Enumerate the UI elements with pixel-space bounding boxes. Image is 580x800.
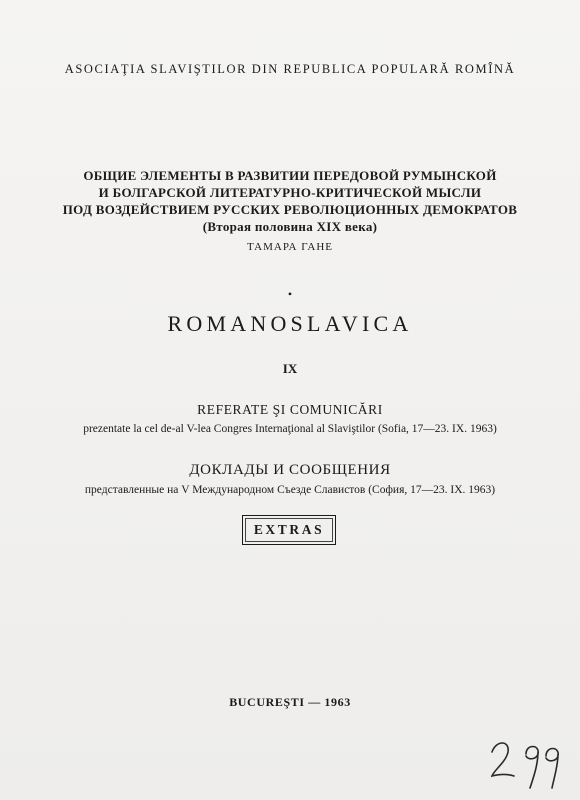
- separator-dot: •: [287, 287, 293, 301]
- doklady-heading: ДОКЛАДЫ И СООБЩЕНИЯ: [189, 462, 391, 478]
- volume-number: IX: [282, 361, 298, 376]
- article-title: [0, 167, 580, 235]
- extras-box: [242, 515, 336, 545]
- doklady-subtitle: представленные на V Международном Съезде Славистов (София, 17—23. IX. 1963): [84, 484, 496, 496]
- handwritten-note: [482, 730, 562, 790]
- series-title: ROMANOSLAVICA: [167, 311, 413, 336]
- imprint: BUCUREŞTI — 1963: [229, 695, 351, 709]
- referate-heading: REFERATE ŞI COMUNICĂRI: [197, 402, 383, 417]
- article-title-line-1: ОБЩИЕ ЭЛЕМЕНТЫ В РАЗВИТИИ ПЕРЕДОВОЙ РУМЫНСКОЙ: [83, 168, 497, 183]
- article-title-line-3: ПОД ВОЗДЕЙСТВИЕМ РУССКИХ РЕВОЛЮЦИОННЫХ ДЕМОКРАТОВ: [62, 202, 518, 217]
- extras-label: EXTRAS: [253, 522, 325, 537]
- author-name: ТАМАРА ГАНЕ: [246, 241, 333, 253]
- article-title-line-4: (Вторая половина XIX века): [202, 219, 378, 234]
- referate-subtitle: prezentate la cel de-al V-lea Congres Internaţional al Slaviştilor (Sofia, 17—23. IX. 1963): [83, 423, 497, 435]
- association-name: ASOCIAŢIA SLAVIŞTILOR DIN REPUBLICA POPULARĂ ROMÎNĂ: [64, 62, 516, 76]
- article-title-line-2: И БОЛГАРСКОЙ ЛИТЕРАТУРНО-КРИТИЧЕСКОЙ МЫСЛИ: [98, 185, 482, 200]
